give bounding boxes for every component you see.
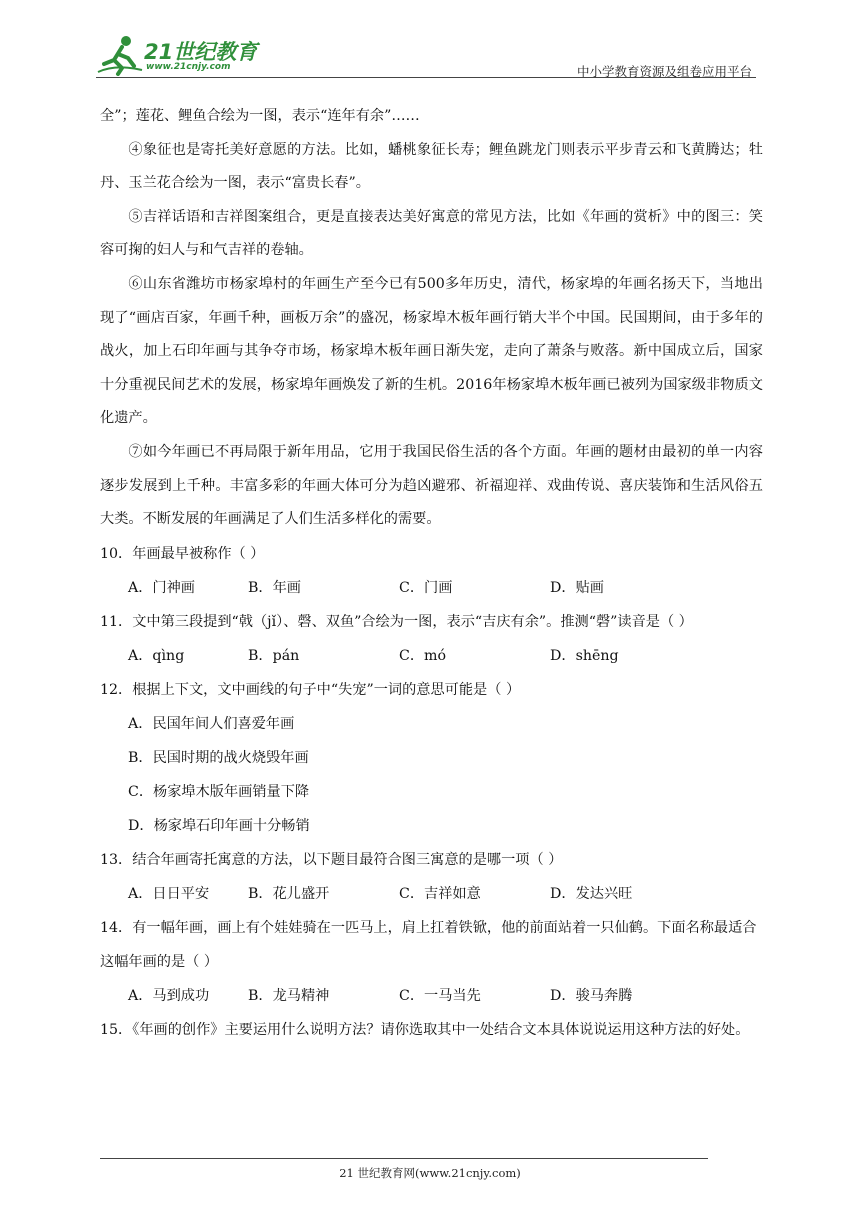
question-10-options <box>100 571 763 605</box>
option-a[interactable]: A．马到成功 <box>128 987 210 1004</box>
runner-icon <box>96 34 144 76</box>
footer-divider <box>100 1158 708 1159</box>
paragraph-4: ④象征也是寄托美好意愿的方法。比如，蟠桃象征长寿；鲤鱼跳龙门则表示平步青云和飞黄腾达；牡丹、玉兰花合绘为一图，表示“富贵长春”。 <box>100 141 763 192</box>
page-footer[interactable]: 21 世纪教育网(www.21cnjy.com) <box>339 1166 521 1180</box>
paragraph-7: ⑦如今年画已不再局限于新年用品，它用于我国民俗生活的各个方面。年画的题材由最初的单一内容逐步发展到上千种。丰富多彩的年画大体可分为趋凶避邪、祈福迎祥、戏曲传说、喜庆装饰和生活风俗五大类。不断发展的年画满足了人们生活多样化的需要。 <box>100 443 763 528</box>
option-d[interactable]: D．贴画 <box>550 579 604 596</box>
option-b[interactable]: B．年画 <box>248 579 301 596</box>
option-c[interactable]: C．杨家埠木版年画销量下降 <box>128 783 310 800</box>
option-a[interactable]: A．民国年间人们喜爱年画 <box>128 715 295 732</box>
header-divider <box>96 77 756 78</box>
platform-name: 中小学教育资源及组卷应用平台 <box>576 64 752 79</box>
question-12: 12．根据上下文，文中画线的句子中“失宠”一词的意思可能是（ ） <box>100 681 521 698</box>
logo-url: www.21cnjy.com <box>146 62 231 72</box>
option-d[interactable]: D．shēng <box>550 647 619 664</box>
question-14-options <box>100 979 763 1013</box>
option-d[interactable]: D．骏马奔腾 <box>550 987 633 1004</box>
option-a[interactable]: A．门神画 <box>128 579 195 596</box>
question-13-options <box>100 877 763 911</box>
logo-text: 21世纪教育 <box>144 40 258 64</box>
option-d[interactable]: D．杨家埠石印年画十分畅销 <box>128 817 310 834</box>
question-15: 15．《年画的创作》主要运用什么说明方法？请你选取其中一处结合文本具体说说运用这种方法的好处。 <box>100 1021 750 1038</box>
question-11: 11．文中第三段提到“戟（jǐ）、磬、双鱼”合绘为一图，表示“吉庆有余”。推测“磬”读音是（ ） <box>100 613 693 630</box>
option-c[interactable]: C．一马当先 <box>399 987 481 1004</box>
paragraph-continued: 全”；莲花、鲤鱼合绘为一图，表示“连年有余”…… <box>100 108 420 124</box>
question-11-options <box>100 639 763 673</box>
option-c[interactable]: C．吉祥如意 <box>399 885 481 902</box>
page-header <box>96 30 756 78</box>
option-c[interactable]: C．门画 <box>399 579 453 596</box>
option-a[interactable]: A．日日平安 <box>128 885 210 902</box>
option-d[interactable]: D．发达兴旺 <box>550 885 633 902</box>
paragraph-5: ⑤吉祥话语和吉祥图案组合，更是直接表达美好寓意的常见方法，比如《年画的赏析》中的图三：笑容可掬的妇人与和气吉祥的卷轴。 <box>100 208 763 259</box>
option-b[interactable]: B．民国时期的战火烧毁年画 <box>128 749 309 766</box>
document-body <box>100 100 763 1047</box>
question-10: 10．年画最早被称作（ ） <box>100 545 265 562</box>
option-b[interactable]: B．pán <box>248 647 300 664</box>
option-c[interactable]: C．mó <box>399 647 447 664</box>
option-b[interactable]: B．花儿盛开 <box>248 885 330 902</box>
option-a[interactable]: A．qìng <box>128 647 185 664</box>
question-13: 13．结合年画寄托寓意的方法，以下题目最符合图三寓意的是哪一项（ ） <box>100 851 563 868</box>
site-logo[interactable] <box>96 34 276 78</box>
option-b[interactable]: B．龙马精神 <box>248 987 330 1004</box>
question-14: 14．有一幅年画，画上有个娃娃骑在一匹马上，肩上扛着铁锨，他的前面站着一只仙鹤。下面名称最适合这幅年画的是（ ） <box>100 919 757 970</box>
paragraph-6: ⑥山东省潍坊市杨家埠村的年画生产至今已有500多年历史，清代，杨家埠的年画名扬天下，当地出现了“画店百家，年画千种，画板万余”的盛况，杨家埠木板年画行销大半个中国。民国期间，由于多年的战火，加上石印年画与其争夺市场，杨家埠木板年画日渐失宠，走向了萧条与败落。新中国成立后，国家十分重视民间艺术的发展，杨家埠年画焕发了新的生机。2016年杨家埠木板年画已被列为国家级非物质文化遗产。 <box>100 275 763 427</box>
